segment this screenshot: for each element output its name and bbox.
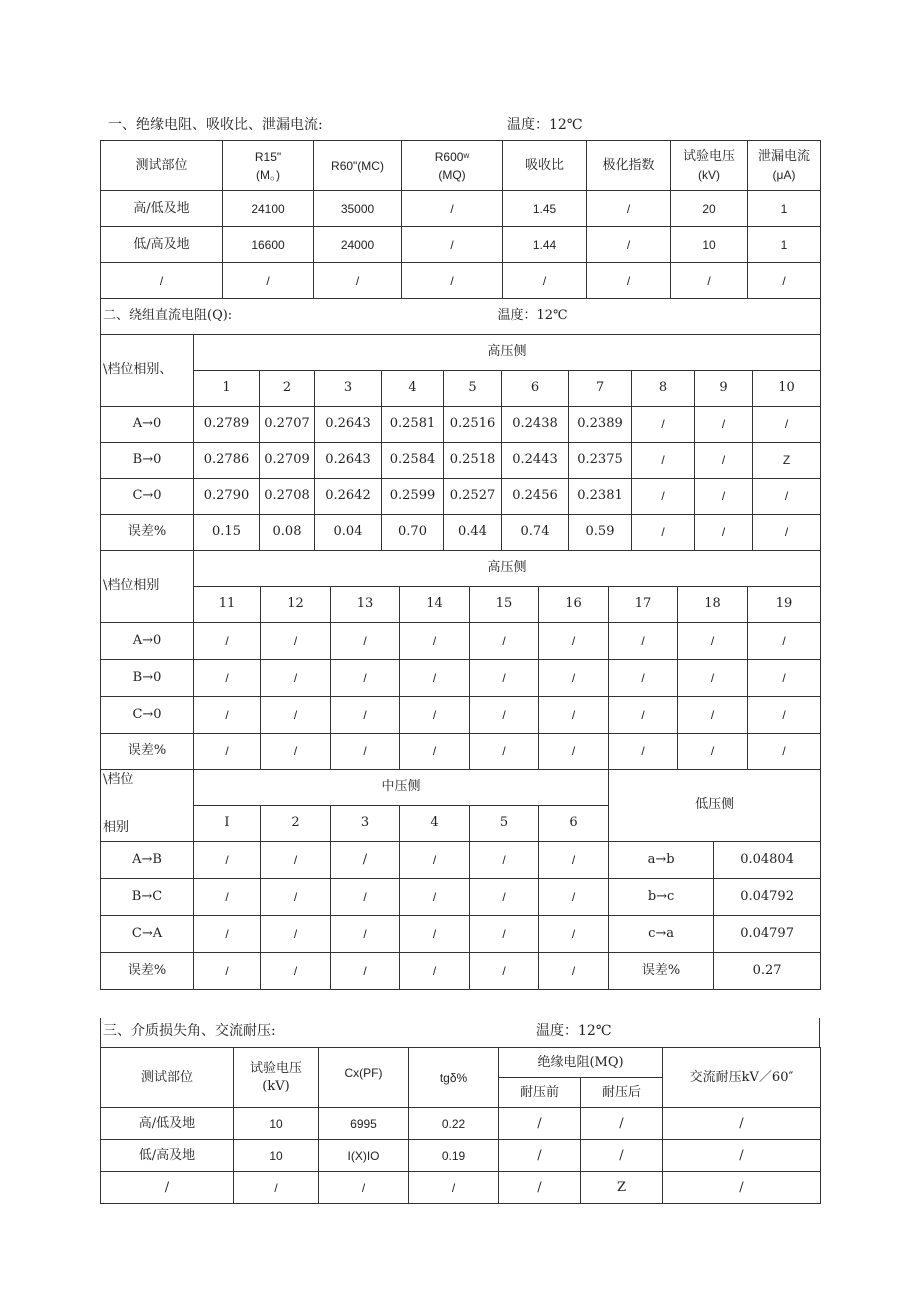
cell: 低/高及地 — [101, 1140, 234, 1172]
cell: / — [678, 696, 748, 733]
cell: 6995 — [319, 1108, 409, 1140]
cell: / — [499, 1172, 581, 1204]
section3-right-rule — [819, 1018, 820, 1048]
cell: / — [234, 1172, 319, 1204]
cell: 10 — [671, 227, 748, 263]
cell: / — [470, 915, 539, 952]
table-row — [101, 733, 821, 769]
header-leakage — [748, 141, 821, 191]
cell: / — [470, 733, 539, 769]
phase: C→0 — [101, 478, 194, 514]
cell: / — [748, 622, 821, 659]
cell: / — [470, 952, 539, 989]
cell: / — [609, 659, 678, 696]
cell: 高/低及地 — [101, 191, 223, 227]
cell: / — [609, 622, 678, 659]
cell: 0.2584 — [382, 442, 444, 478]
cell: / — [331, 696, 400, 733]
cell: / — [331, 841, 400, 878]
cell: / — [748, 733, 821, 769]
tap: 13 — [331, 586, 400, 622]
cell: 20 — [671, 191, 748, 227]
tap: 10 — [753, 370, 821, 406]
low-phase: 误差% — [609, 952, 714, 989]
cell: 0.2643 — [315, 442, 382, 478]
phase: C→A — [101, 915, 194, 952]
header-voltage-line1: 试验电压 — [249, 1060, 302, 1076]
header-voltage — [671, 141, 748, 191]
table-row — [101, 622, 821, 659]
header-ir: 绝缘电阻(MQ) — [499, 1048, 663, 1078]
cell: / — [402, 227, 503, 263]
dc-resistance-table-2 — [100, 550, 821, 770]
cell: 35000 — [314, 191, 402, 227]
cell: / — [695, 442, 753, 478]
header-tg: tgδ% — [409, 1048, 499, 1108]
cell: / — [678, 622, 748, 659]
tap: 7 — [569, 370, 632, 406]
cell: / — [194, 915, 261, 952]
block3-corner-top: \档位 — [103, 772, 134, 787]
cell: 0.2381 — [569, 478, 632, 514]
table-row — [101, 878, 821, 915]
section3-temperature: 温度：12℃ — [536, 1023, 612, 1039]
cell: / — [261, 878, 331, 915]
cell: / — [748, 659, 821, 696]
header-voltage — [234, 1048, 319, 1108]
block3-header-row — [101, 769, 821, 805]
header-r600 — [402, 141, 503, 191]
cell: / — [400, 622, 470, 659]
tap: 2 — [260, 370, 315, 406]
cell: / — [581, 1108, 663, 1140]
cell: / — [400, 733, 470, 769]
cell: 0.2789 — [194, 406, 260, 442]
tap: 4 — [400, 805, 470, 841]
cell: / — [331, 659, 400, 696]
section1-title: 一、绝缘电阻、吸收比、泄漏电流: — [108, 117, 323, 133]
cell: / — [609, 696, 678, 733]
tap: 12 — [261, 586, 331, 622]
block2-header-row — [101, 550, 821, 586]
phase: A→0 — [101, 622, 194, 659]
cell: 0.2443 — [502, 442, 569, 478]
cell: / — [261, 622, 331, 659]
cell: / — [331, 622, 400, 659]
cell: / — [331, 915, 400, 952]
cell: / — [695, 478, 753, 514]
cell: 0.2389 — [569, 406, 632, 442]
tap: 3 — [315, 370, 382, 406]
cell: 1.45 — [503, 191, 587, 227]
table-row — [101, 478, 821, 514]
cell: / — [470, 622, 539, 659]
cell: 0.2438 — [502, 406, 569, 442]
cell: 1.44 — [503, 227, 587, 263]
dc-resistance-table — [100, 298, 821, 551]
cell: 1 — [748, 191, 821, 227]
cell: / — [194, 696, 261, 733]
phase: B→C — [101, 878, 194, 915]
tap: 17 — [609, 586, 678, 622]
cell: 0.08 — [260, 514, 315, 550]
cell: / — [503, 263, 587, 299]
cell: Z — [581, 1172, 663, 1204]
tap: 14 — [400, 586, 470, 622]
header-polarization: 极化指数 — [587, 141, 671, 191]
phase: 误差% — [101, 952, 194, 989]
block1-header-row — [101, 334, 821, 370]
cell: / — [314, 263, 402, 299]
cell: / — [695, 514, 753, 550]
section2-title-cell — [101, 298, 821, 334]
insulation-resistance-table — [100, 140, 821, 299]
low-value: 0.04792 — [714, 878, 821, 915]
tap: 5 — [470, 805, 539, 841]
header-leakage-line2: (μA) — [772, 167, 796, 182]
table-row — [101, 191, 821, 227]
cell: / — [409, 1172, 499, 1204]
low-phase: c→a — [609, 915, 714, 952]
block1-corner: \档位相别、 — [101, 334, 194, 406]
cell: / — [748, 263, 821, 299]
cell: / — [400, 841, 470, 878]
cell: / — [539, 696, 609, 733]
cell: 高/低及地 — [101, 1108, 234, 1140]
table-row — [101, 1172, 821, 1204]
header-r600-line1: R600ʷ — [434, 149, 470, 164]
cell: / — [194, 841, 261, 878]
low-phase: b→c — [609, 878, 714, 915]
block2-side: 高压侧 — [194, 550, 821, 586]
cell: / — [632, 514, 695, 550]
tap: 8 — [632, 370, 695, 406]
block2-corner: \档位相别 — [101, 550, 194, 622]
cell: / — [539, 841, 609, 878]
section3-title: 三、介质损失角、交流耐压: — [103, 1023, 276, 1039]
header-absorption: 吸收比 — [503, 141, 587, 191]
tap: 4 — [382, 370, 444, 406]
block1-side: 高压侧 — [194, 334, 821, 370]
cell: / — [539, 622, 609, 659]
cell: / — [632, 406, 695, 442]
cell: / — [663, 1108, 821, 1140]
cell: / — [470, 696, 539, 733]
cell: 10 — [234, 1108, 319, 1140]
cell: / — [539, 733, 609, 769]
cell: / — [753, 514, 821, 550]
cell: / — [261, 952, 331, 989]
cell: 1 — [748, 227, 821, 263]
section2-title-row — [101, 298, 821, 334]
cell: 0.2642 — [315, 478, 382, 514]
cell: / — [539, 878, 609, 915]
block1-taps-row — [101, 370, 821, 406]
cell: / — [261, 659, 331, 696]
cell: / — [539, 952, 609, 989]
header-r15-line1: R15" — [254, 149, 282, 164]
tap: 15 — [470, 586, 539, 622]
phase: C→0 — [101, 696, 194, 733]
header-r15 — [223, 141, 314, 191]
cell: / — [319, 1172, 409, 1204]
dielectric-loss-table — [100, 1047, 821, 1204]
section1-temperature: 温度：12℃ — [507, 117, 583, 133]
header-voltage-line1: 试验电压 — [682, 148, 735, 164]
cell: Z — [753, 442, 821, 478]
phase: A→0 — [101, 406, 194, 442]
cell: I(X)IO — [319, 1140, 409, 1172]
cell: 0.2456 — [502, 478, 569, 514]
cell: 0.22 — [409, 1108, 499, 1140]
table-header-row — [101, 1048, 821, 1078]
cell: / — [331, 878, 400, 915]
cell: / — [194, 952, 261, 989]
header-r600-line2: (MQ) — [438, 167, 466, 182]
cell: / — [400, 878, 470, 915]
header-ir-before: 耐压前 — [499, 1078, 581, 1108]
cell: / — [499, 1108, 581, 1140]
cell: 0.2643 — [315, 406, 382, 442]
header-r15-line2: (M。) — [256, 167, 280, 182]
tap: 1 — [194, 370, 260, 406]
cell: / — [678, 733, 748, 769]
block2-taps-row — [101, 586, 821, 622]
cell: / — [101, 263, 223, 299]
cell: 16600 — [223, 227, 314, 263]
table-row — [101, 915, 821, 952]
cell: / — [470, 878, 539, 915]
cell: 10 — [234, 1140, 319, 1172]
cell: 0.2790 — [194, 478, 260, 514]
phase: 误差% — [101, 514, 194, 550]
cell: 0.2581 — [382, 406, 444, 442]
cell: / — [632, 478, 695, 514]
tap: 11 — [194, 586, 261, 622]
block3-corner-bottom: 相别 — [103, 820, 130, 835]
cell: 0.2786 — [194, 442, 260, 478]
phase: B→0 — [101, 442, 194, 478]
cell: / — [609, 733, 678, 769]
cell: 0.2516 — [444, 406, 502, 442]
cell: 0.2599 — [382, 478, 444, 514]
cell: / — [581, 1140, 663, 1172]
cell: / — [194, 733, 261, 769]
tap: 5 — [444, 370, 502, 406]
cell: / — [223, 263, 314, 299]
cell: / — [101, 1172, 234, 1204]
tap: 16 — [539, 586, 609, 622]
low-value: 0.04804 — [714, 841, 821, 878]
section3-left-rule — [100, 1018, 101, 1048]
low-value: 0.04797 — [714, 915, 821, 952]
cell: 0.74 — [502, 514, 569, 550]
tap: I — [194, 805, 261, 841]
cell: 0.2375 — [569, 442, 632, 478]
cell: / — [470, 841, 539, 878]
tap: 19 — [748, 586, 821, 622]
cell: 0.15 — [194, 514, 260, 550]
cell: / — [663, 1172, 821, 1204]
cell: 24000 — [314, 227, 402, 263]
cell: / — [400, 915, 470, 952]
table-row — [101, 1140, 821, 1172]
table-row — [101, 442, 821, 478]
block3-mid-side: 中压侧 — [194, 769, 609, 805]
cell: / — [499, 1140, 581, 1172]
cell: / — [194, 659, 261, 696]
header-cx: Cx(PF) — [319, 1048, 409, 1108]
cell: 0.2518 — [444, 442, 502, 478]
low-phase: a→b — [609, 841, 714, 878]
section2-title: 二、绕组直流电阻(Q): — [103, 307, 233, 323]
cell: / — [678, 659, 748, 696]
cell: / — [261, 696, 331, 733]
header-part: 测试部位 — [101, 1048, 234, 1108]
cell: / — [194, 878, 261, 915]
cell: / — [261, 841, 331, 878]
phase: 误差% — [101, 733, 194, 769]
header-leakage-line1: 泄漏电流 — [757, 148, 810, 164]
cell: 0.2527 — [444, 478, 502, 514]
header-r60: R60"(MC) — [314, 141, 402, 191]
table-row — [101, 514, 821, 550]
cell: / — [400, 659, 470, 696]
table-row — [101, 227, 821, 263]
cell: 0.04 — [315, 514, 382, 550]
block3-corner — [101, 769, 194, 841]
cell: 0.44 — [444, 514, 502, 550]
cell: / — [753, 406, 821, 442]
cell: / — [753, 478, 821, 514]
cell: / — [261, 733, 331, 769]
cell: 0.2708 — [260, 478, 315, 514]
cell: / — [695, 406, 753, 442]
cell: / — [587, 263, 671, 299]
cell: 低/高及地 — [101, 227, 223, 263]
table-row — [101, 696, 821, 733]
cell: / — [671, 263, 748, 299]
cell: 0.70 — [382, 514, 444, 550]
phase: B→0 — [101, 659, 194, 696]
table-row — [101, 406, 821, 442]
header-voltage-line2: (kV) — [698, 167, 720, 182]
cell: / — [470, 659, 539, 696]
cell: / — [331, 733, 400, 769]
cell: / — [587, 227, 671, 263]
tap: 6 — [539, 805, 609, 841]
cell: / — [587, 191, 671, 227]
cell: / — [400, 952, 470, 989]
table-row — [101, 659, 821, 696]
cell: / — [194, 622, 261, 659]
tap: 2 — [261, 805, 331, 841]
header-ac: 交流耐压kV／60″ — [663, 1048, 821, 1108]
table-row — [101, 263, 821, 299]
cell: / — [539, 915, 609, 952]
cell: 0.59 — [569, 514, 632, 550]
table-header-row — [101, 141, 821, 191]
tap: 9 — [695, 370, 753, 406]
header-part: 测试部位 — [101, 141, 223, 191]
cell: / — [539, 659, 609, 696]
cell: / — [331, 952, 400, 989]
table-row — [101, 952, 821, 989]
cell: 0.2709 — [260, 442, 315, 478]
header-voltage-line2: (kV) — [262, 1078, 290, 1094]
cell: 24100 — [223, 191, 314, 227]
cell: / — [261, 915, 331, 952]
tap: 3 — [331, 805, 400, 841]
cell: 0.19 — [409, 1140, 499, 1172]
block3-low-side: 低压侧 — [609, 769, 821, 841]
table-row — [101, 1108, 821, 1140]
tap: 18 — [678, 586, 748, 622]
dc-resistance-table-3 — [100, 769, 821, 990]
cell: / — [748, 696, 821, 733]
table-row — [101, 841, 821, 878]
section2-temperature: 温度：12℃ — [497, 307, 568, 323]
cell: 0.2707 — [260, 406, 315, 442]
cell: / — [663, 1140, 821, 1172]
cell: / — [402, 263, 503, 299]
cell: / — [402, 191, 503, 227]
cell: / — [632, 442, 695, 478]
cell: / — [400, 696, 470, 733]
phase: A→B — [101, 841, 194, 878]
low-value: 0.27 — [714, 952, 821, 989]
header-ir-after: 耐压后 — [581, 1078, 663, 1108]
tap: 6 — [502, 370, 569, 406]
